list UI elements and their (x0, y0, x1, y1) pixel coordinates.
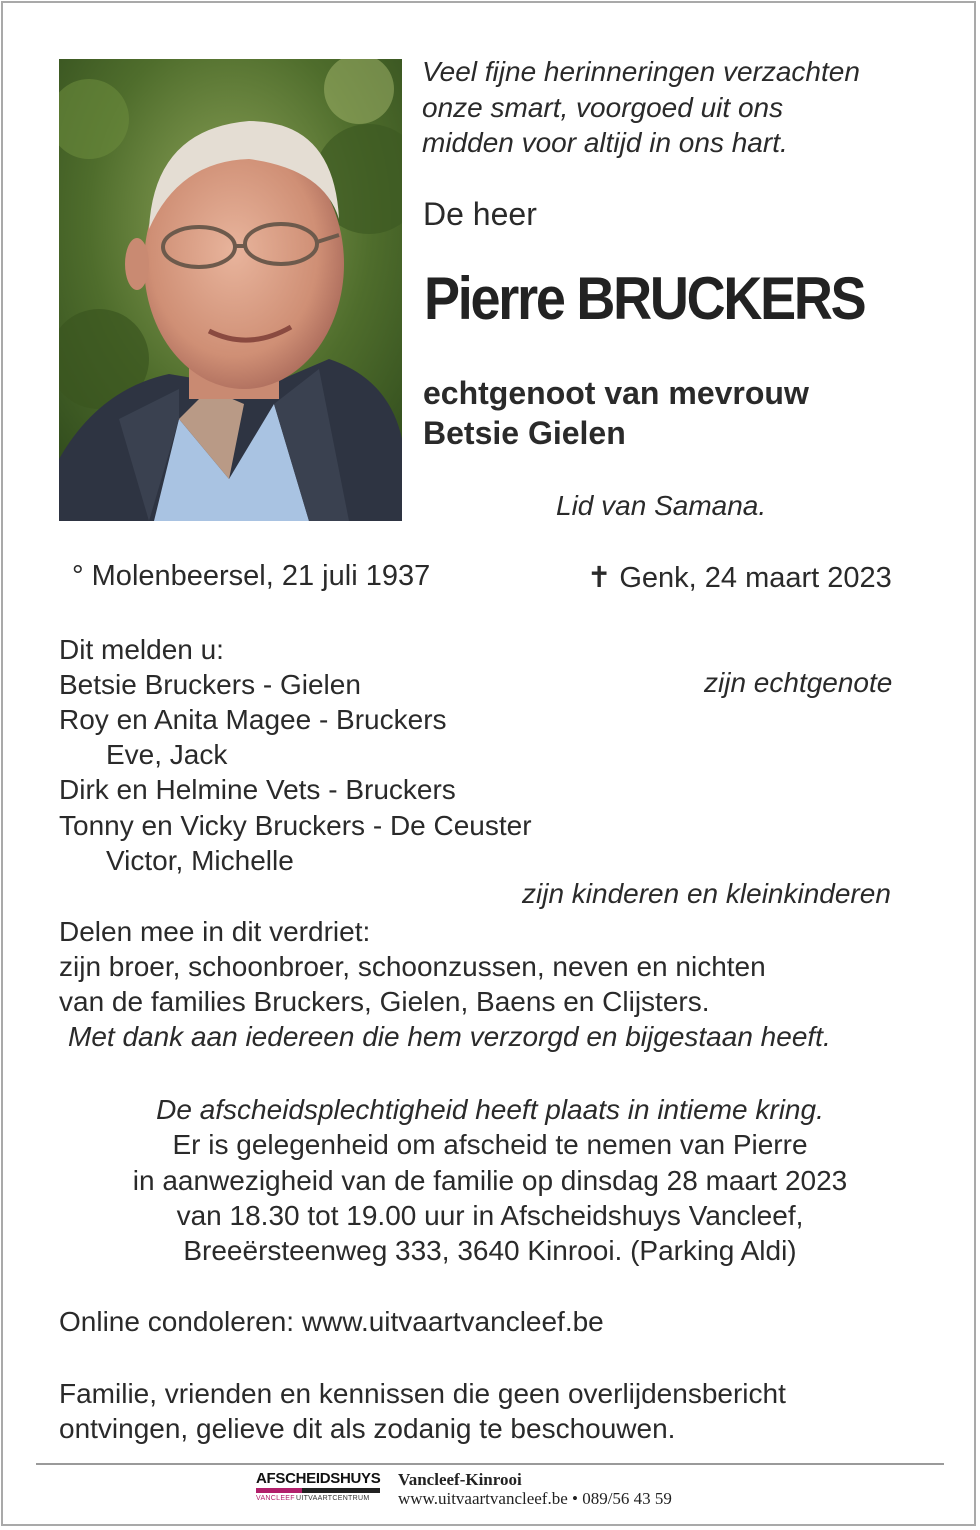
spouse-line: echtgenoot van mevrouw (423, 375, 809, 411)
ceremony-line: De afscheidsplechtigheid heeft plaats in intieme kring. (156, 1094, 824, 1125)
deceased-name: Pierre BRUCKERS (424, 265, 865, 332)
online-condolence: Online condoleren: www.uitvaartvancleef.be (59, 1306, 604, 1337)
ceremony-line: in aanwezigheid van de familie op dinsdag 28 maart 2023 (132, 1164, 848, 1196)
logo-title: AFSCHEIDSHUYS (256, 1470, 381, 1487)
footer-divider (36, 1463, 944, 1465)
portrait-illustration (59, 59, 402, 521)
thanks-line: Met dank aan iedereen die hem verzorgd en bijgestaan heeft. (68, 1021, 831, 1052)
company-contact: www.uitvaartvancleef.be • 089/56 43 59 (398, 1489, 672, 1508)
spouse-block (423, 373, 809, 453)
portrait-photo (59, 59, 402, 521)
membership: Lid van Samana. (556, 490, 767, 521)
share-line: zijn broer, schoonbroer, schoonzussen, neven en nichten (59, 951, 766, 982)
grandchildren: Victor, Michelle (106, 845, 294, 876)
notice-line: ontvingen, gelieve dit als zodanig te beschouwen. (59, 1413, 676, 1445)
child-family: Dirk en Helmine Vets - Bruckers (59, 774, 456, 805)
widow-name: Betsie Bruckers - Gielen (59, 669, 361, 700)
memorial-quote (422, 54, 942, 161)
children-role: zijn kinderen en kleinkinderen (522, 878, 891, 909)
ceremony-line: van 18.30 tot 19.00 uur in Afscheidshuys Vancleef, (176, 1199, 804, 1231)
quote-line: onze smart, voorgoed uit ons (422, 91, 784, 123)
company-name: Vancleef-Kinrooi (398, 1470, 522, 1489)
logo-accent (256, 1488, 302, 1493)
child-family: Roy en Anita Magee - Bruckers (59, 704, 447, 735)
ceremony-line: Breeërsteenweg 333, 3640 Kinrooi. (Parking Aldi) (183, 1235, 797, 1267)
quote-line: midden voor altijd in ons hart. (422, 127, 788, 158)
birth-info: ° Molenbeersel, 21 juli 1937 (72, 560, 431, 592)
child-family: Tonny en Vicky Bruckers - De Ceuster (59, 810, 532, 841)
logo-subtitle: UITVAARTCENTRUM (296, 1495, 370, 1502)
logo-subtitle: VANCLEEF (256, 1495, 295, 1502)
share-intro: Delen mee in dit verdriet: (59, 916, 371, 947)
ceremony-block (0, 1092, 980, 1268)
notice-line: Familie, vrienden en kennissen die geen overlijdensbericht (59, 1378, 786, 1409)
logo-bar (256, 1488, 380, 1493)
title-prefix: De heer (423, 196, 537, 232)
widow-role: zijn echtgenote (704, 667, 893, 698)
spouse-line: Betsie Gielen (423, 415, 626, 451)
ceremony-line: Er is gelegenheid om afscheid te nemen van Pierre (172, 1129, 808, 1161)
death-info: ✝ Genk, 24 maart 2023 (587, 562, 892, 594)
notice-block (59, 1376, 786, 1446)
share-line: van de families Bruckers, Gielen, Baens en Clijsters. (59, 986, 710, 1017)
announce-intro: Dit melden u: (59, 634, 224, 665)
grandchildren: Eve, Jack (106, 739, 228, 770)
quote-line: Veel fijne herinneringen verzachten (422, 56, 860, 87)
